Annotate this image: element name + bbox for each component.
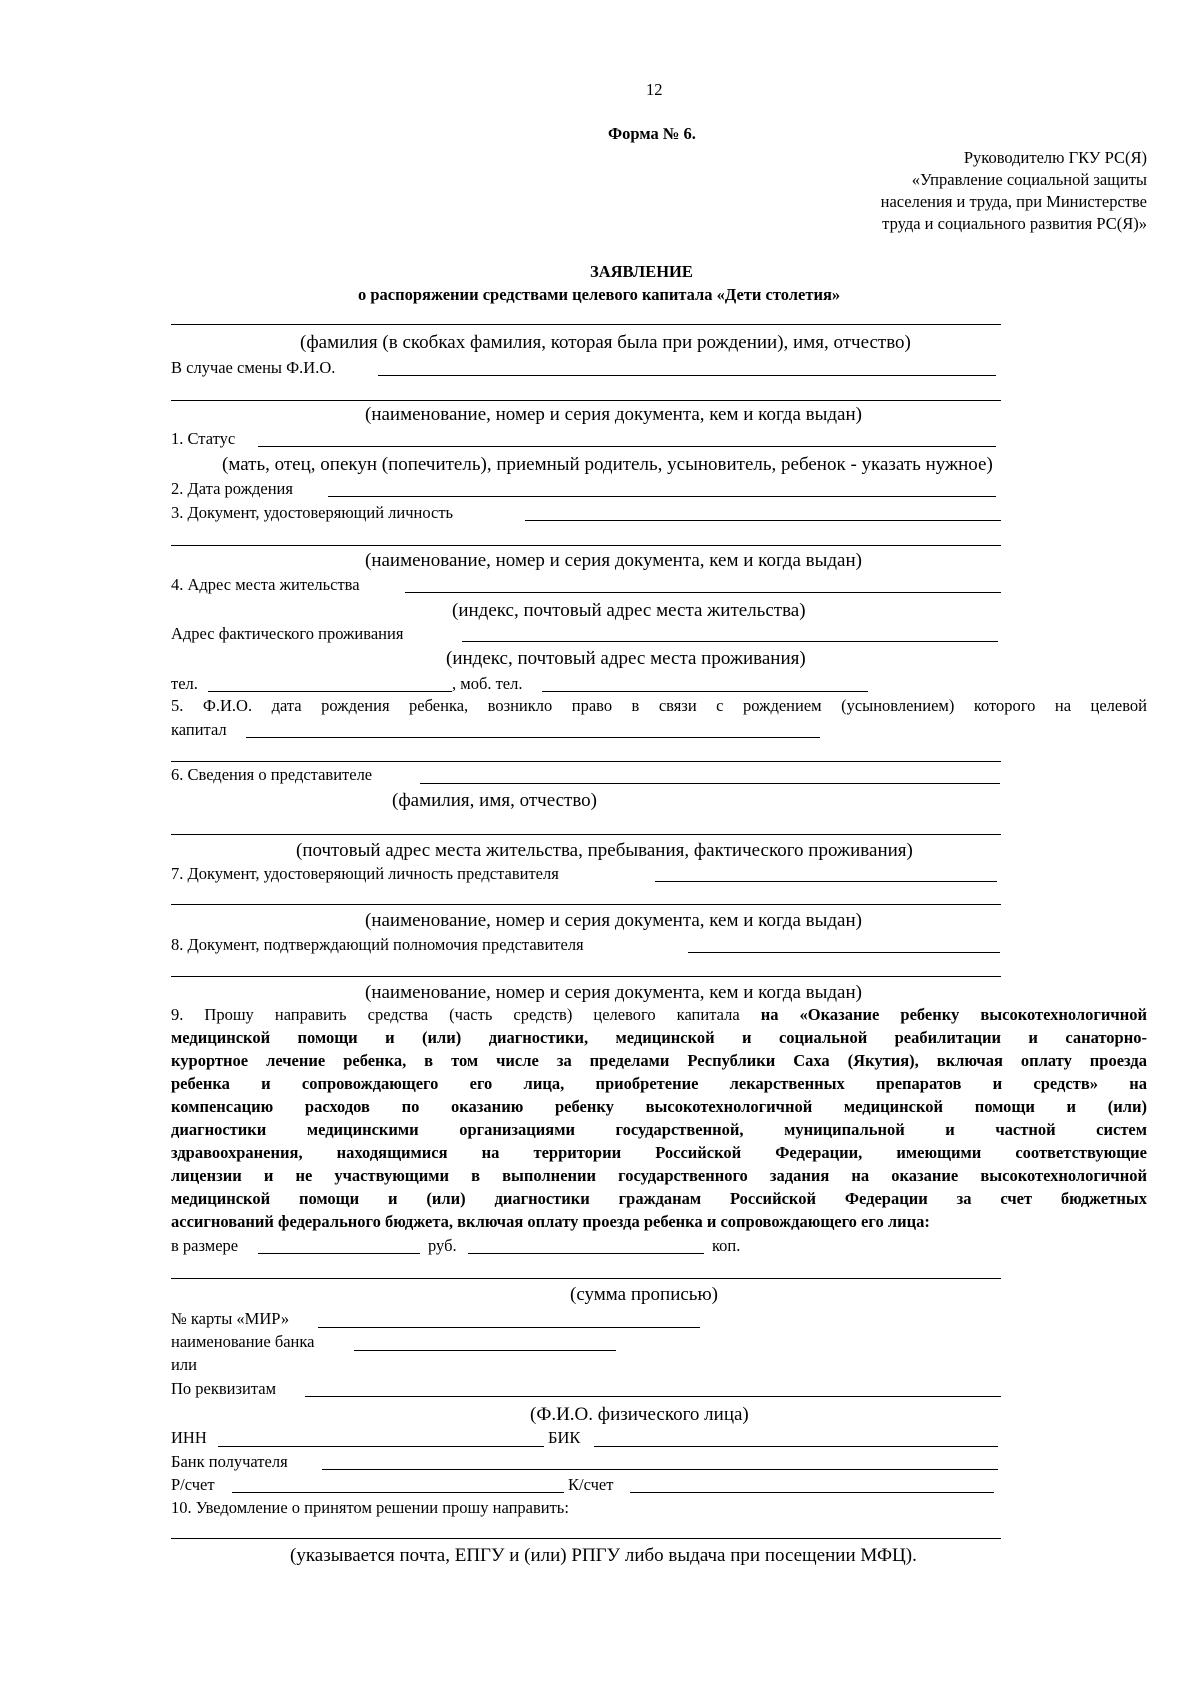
child-info-line-extra[interactable] [171,761,1001,762]
rep-address-hint: (почтовый адрес места жительства, пребывания, фактического проживания) [296,840,913,861]
item9-line-8: лицензии и не участвующими в выполнении государственного задания на оказание высокотехнологичной [171,1166,1147,1185]
rep-id-doc-line[interactable] [655,881,997,882]
addressee-line-4: труда и социального развития РС(Я)» [882,214,1147,233]
address-label: 4. Адрес места жительства [171,575,360,594]
rep-fio-hint: (фамилия, имя, отчество) [392,790,598,811]
fio-line[interactable] [171,324,1001,325]
doc-hint-1: (наименование, номер и серия документа, кем и когда выдан) [365,404,862,425]
rep-auth-doc-line[interactable] [688,952,1000,953]
rub-label: руб. [428,1236,457,1255]
kop-label: коп. [712,1236,741,1255]
doc-hint-3: (наименование, номер и серия документа, кем и когда выдан) [365,910,862,931]
bik-line[interactable] [594,1446,998,1447]
amount-label: в размере [171,1236,239,1255]
addressee-line-3: населения и труда, при Министерстве [880,192,1147,211]
bank-name-label: наименование банка [171,1332,315,1351]
fio-hint: (фамилия (в скобках фамилия, которая была при рождении), имя, отчество) [300,332,911,353]
item9-line-2: медицинской помощи и (или) диагностики, медицинской и социальной реабилитации и санаторно- [171,1028,1147,1047]
form-number: Форма № 6. [608,124,696,143]
tel-line[interactable] [208,691,452,692]
birth-date-label: 2. Дата рождения [171,479,293,498]
mir-card-line[interactable] [318,1327,700,1328]
notification-label: 10. Уведомление о принятом решении прошу направить: [171,1498,569,1517]
address-hint: (индекс, почтовый адрес места жительства) [452,600,806,621]
name-change-doc-line[interactable] [171,400,1001,401]
bank-name-line[interactable] [354,1350,616,1351]
mob-tel-line[interactable] [542,691,868,692]
child-info-line[interactable] [246,737,820,738]
name-change-label: В случае смены Ф.И.О. [171,358,336,377]
document-subtitle: о распоряжении средствами целевого капитала «Дети столетия» [358,285,841,304]
representative-line[interactable] [420,783,1000,784]
amount-rub-line[interactable] [258,1253,420,1254]
rep-auth-doc-line-2[interactable] [171,976,1001,977]
sum-words-line[interactable] [171,1278,1001,1279]
or-label: или [171,1355,197,1374]
requisites-label: По реквизитам [171,1379,277,1398]
id-doc-line[interactable] [525,520,1001,521]
notification-hint: (указывается почта, ЕПГУ и (или) РПГУ либо выдача при посещении МФЦ). [290,1545,917,1566]
id-doc-line-2[interactable] [171,545,1001,546]
child-info-line-2: капитал [171,720,227,739]
mir-card-label: № карты «МИР» [171,1309,290,1328]
status-label: 1. Статус [171,429,236,448]
recipient-bank-label: Банк получателя [171,1452,288,1471]
mob-tel-label: , моб. тел. [452,674,523,693]
account-line[interactable] [232,1492,564,1493]
inn-line[interactable] [218,1446,544,1447]
status-line[interactable] [258,446,996,447]
item9-line-3: курортное лечение ребенка, в том числе за пределами Республики Саха (Якутия), включая оплату проезда [171,1051,1147,1070]
rep-id-doc-label: 7. Документ, удостоверяющий личность представителя [171,864,559,883]
doc-hint-4: (наименование, номер и серия документа, кем и когда выдан) [365,982,862,1003]
representative-label: 6. Сведения о представителе [171,765,373,784]
corr-account-line[interactable] [630,1492,994,1493]
item9-line-10: ассигнований федерального бюджета, включая оплату проезда ребенка и сопровождающего его лица: [171,1212,930,1231]
address-line[interactable] [405,592,1001,593]
item9-line-5: компенсацию расходов по оказанию ребенку высокотехнологичной медицинской помощи и (или) [171,1097,1147,1116]
item9-line-7: здравоохранения, находящимися на территории Российской Федерации, имеющими соответствующие [171,1143,1147,1162]
actual-address-label: Адрес фактического проживания [171,624,404,643]
account-label: Р/счет [171,1475,215,1494]
name-change-line[interactable] [378,375,996,376]
sum-words-hint: (сумма прописью) [570,1284,718,1305]
tel-label: тел. [171,674,198,693]
addressee-line-1: Руководителю ГКУ РС(Я) [963,148,1147,167]
notification-line[interactable] [171,1538,1001,1539]
bik-label: БИК [548,1428,581,1447]
actual-address-line[interactable] [462,641,998,642]
rep-address-line[interactable] [171,834,1001,835]
status-hint: (мать, отец, опекун (попечитель), приемный родитель, усыновитель, ребенок - указать нужное) [222,454,993,475]
child-info-line-1: 5. Ф.И.О. дата рождения ребенка, возникло право в связи с рождением (усыновлением) которого на целевой [171,696,1147,715]
item9-line-4: ребенка и сопровождающего его лица, приобретение лекарственных препаратов и средств» на [171,1074,1147,1093]
actual-address-hint: (индекс, почтовый адрес места проживания) [446,648,806,669]
recipient-bank-line[interactable] [322,1469,998,1470]
rep-id-doc-line-2[interactable] [171,904,1001,905]
page-number: 12 [646,80,663,99]
corr-account-label: К/счет [568,1475,614,1494]
requisites-line[interactable] [305,1396,1001,1397]
amount-kop-line[interactable] [468,1253,704,1254]
item9-line-1: 9. Прошу направить средства (часть средств) целевого капитала на «Оказание ребенку высокотехнологичной [171,1005,1148,1024]
document-title: ЗАЯВЛЕНИЕ [590,262,693,281]
rep-auth-doc-label: 8. Документ, подтверждающий полномочия представителя [171,935,584,954]
person-fio-hint: (Ф.И.О. физического лица) [530,1404,749,1425]
inn-label: ИНН [171,1428,207,1447]
item9-line-6: диагностики медицинскими организациями государственной, муниципальной и частной систем [171,1120,1147,1139]
item9-line-9: медицинской помощи и (или) диагностики гражданам Российской Федерации за счет бюджетных [171,1189,1147,1208]
doc-hint-2: (наименование, номер и серия документа, кем и когда выдан) [365,550,862,571]
id-doc-label: 3. Документ, удостоверяющий личность [171,503,454,522]
addressee-line-2: «Управление социальной защиты [911,170,1147,189]
birth-date-line[interactable] [328,496,996,497]
